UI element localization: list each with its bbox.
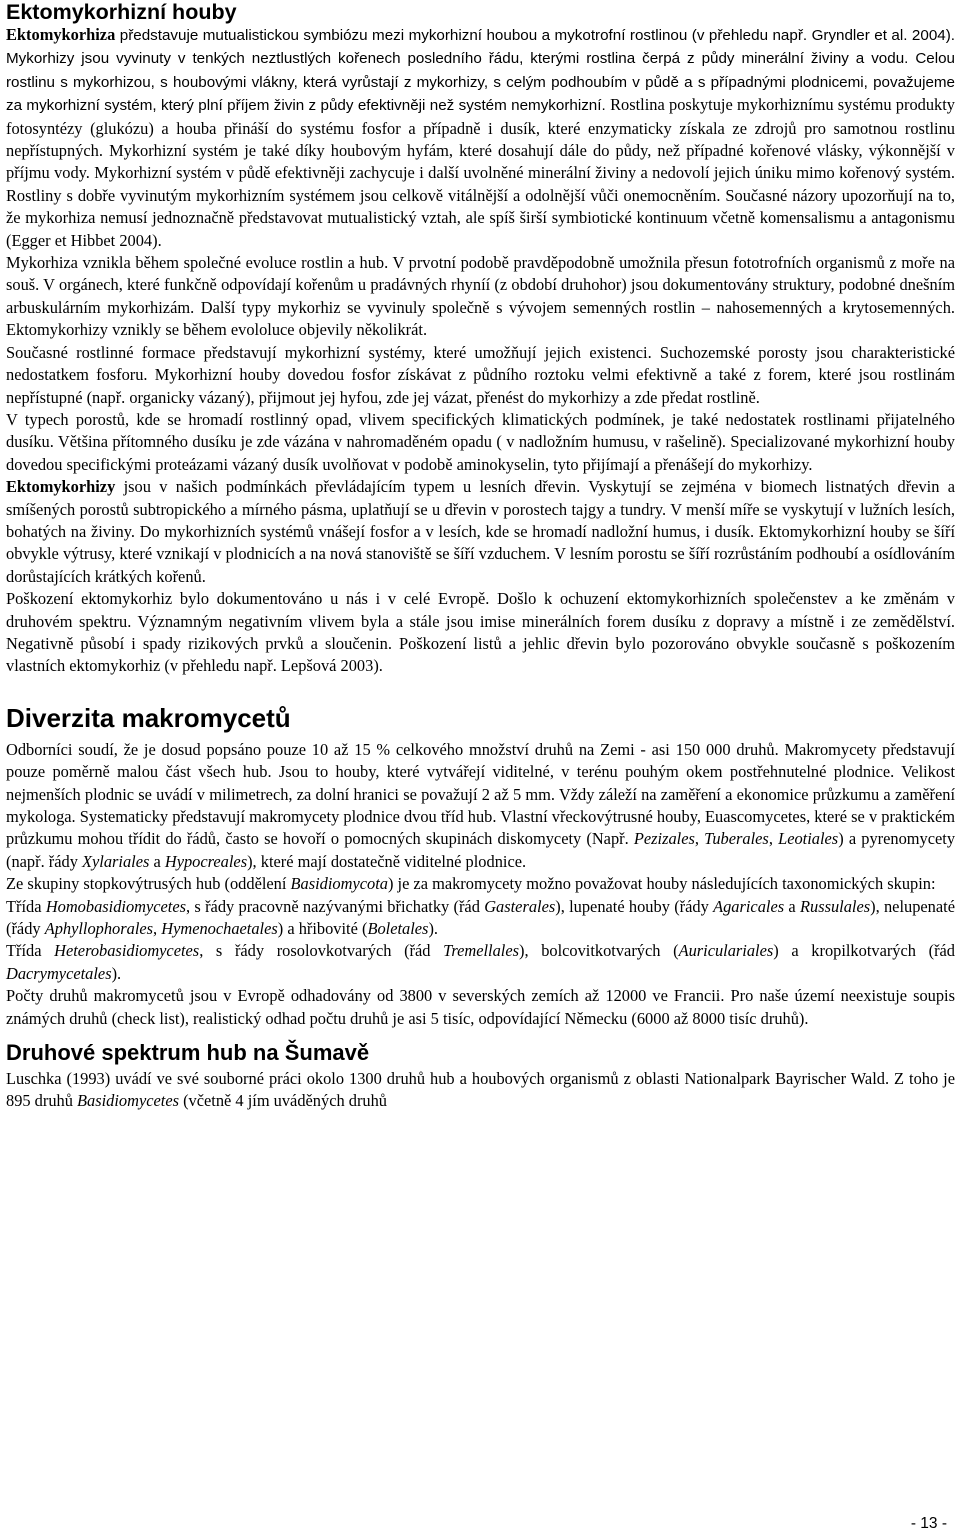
- paragraph-ektomykorhizy: [6, 476, 955, 588]
- paragraph-poskozeni: Poškození ektomykorhiz bylo dokumentováno u nás i v celé Evropě. Došlo k ochuzení ektomykorhizních společenstev a ke změnám v druhovém spektru. Významným negativním vlivem byla a stále jsou imise minerálních forem dusíku z dopravy a místně i ze zemědělství. Negativně působí i spady rizikových prvků a sloučenin. Poškození listů a jehlic dřevin bylo pozorováno obvykle současně s poškozením vlastních ektomykorhiz (v přehledu např. Lepšová 2003).: [6, 589, 955, 676]
- taxon-name: Pezizales: [633, 829, 695, 849]
- taxon-name: Basidiomycetes: [77, 1091, 179, 1111]
- paragraph-formace: Současné rostlinné formace představují mykorhizní systémy, které umožňují jejich existenci. Suchozemské porosty jsou charakteristické nedostatkem fosforu. Mykorhizní houby dovedou fosfor získávat z půdního roztoku velmi efektivně a také z forem, které jsou rostlinám nepřístupné (např. organicky vázaný), přijmout jej hyfou, zde jej vázat, přenést do mykorhizy a zde předat rostlině.: [6, 342, 955, 407]
- text-segment: představuje mutualistickou symbiózu mezi mykorhizní houbou a mykotrofní rostlinou (v přehledu např. Gryndler et al. 2004). Mykorhizy jsou vyvinuty v tenkých neztlustlých kořenech posledního řádu, kterými rostlina čerpá z půdy minerální živiny a vodu.: [6, 27, 955, 68]
- text-segment: , s řády pracovně nazývanými břichatky (řád: [186, 896, 485, 916]
- text-segment: Třída: [6, 896, 46, 916]
- text-segment: a: [784, 896, 800, 916]
- taxon-name: Tremellales: [443, 941, 519, 961]
- document-page: [6, 0, 955, 1113]
- section-heading-diverzita: Diverzita makromycetů: [6, 702, 291, 733]
- text-segment: Rostlina poskytuje mykorhiznímu systému produkty fotosyntézy (glukózu) a houba přináší do systému fosfor a případně i dusík, které enzymaticky získala ze zdrojů pro samotnou rostlinu nepřístupných. Mykorhizní systém je také díky houbovým hyfám, které dosahují dále do půdy, než případné kořenové vlásky, výkonnější v příjmu vody. Mykorhizní systém v půdě efektivněji zachycuje i další uvolněné minerální živiny a nedovolí jejich úniku mimo kořenový systém. Rostliny s dobře vyvinutým mykorhizním systémem jsou celkově vitálnější a odolnější vůči onemocněním. Současné názory upozorňují na to, že mykorhiza nemusí jednoznačně představovat mutualistický vztah, ale spíš širší symbiotické kontinuum včetně komensalismu a antagonismu (Egger et Hibbet 2004).: [6, 95, 955, 250]
- taxon-name: Auriculariales: [678, 941, 774, 961]
- text-segment: Celou rostlinu s mykorhizou, s houbovými vlákny, která vyrůstají z mykorhizy, s celým podhoubím v půdě a s případnými plodnicemi, považujeme za mykorhizní systém, který plní příjem živin z půdy efektivněji než systém nemykorhizní.: [6, 50, 955, 115]
- taxon-name: Russulales: [800, 896, 871, 916]
- bold-term: Ektomykorhiza: [6, 25, 116, 44]
- text-segment: ,: [694, 829, 705, 849]
- text-segment: ), nelupenaté (řády: [6, 896, 955, 939]
- text-segment: ), bolcovitkotvarých (: [519, 941, 679, 961]
- text-segment: ) a pyrenomycety (např. řády: [6, 829, 956, 871]
- text-segment: ) a hřibovité (: [277, 919, 368, 939]
- text-segment: ), lupenaté houby (řády: [555, 896, 714, 916]
- paragraph-diverzita-odbornici: [6, 739, 955, 873]
- section-heading-druhove-spektrum: Druhové spektrum hub na Šumavě: [6, 1040, 370, 1066]
- taxon-name: Gasterales: [484, 896, 556, 916]
- paragraph-basidiomycota: [6, 873, 955, 895]
- paragraph-homobasidiomycetes: [6, 896, 955, 941]
- taxon-name: Agaricales: [713, 896, 785, 916]
- taxon-name: Xylariales: [82, 851, 150, 871]
- paragraph-pocty-druhu: Počty druhů makromycetů jsou v Evropě odhadovány od 3800 v severských zemích až 12000 ve Francii. Pro naše území neexistuje soupis známých druhů (check list), realistický odhad počtu druhů je asi 5 tisíc, odpovídající Německu (6000 až 8000 tisíc druhů).: [6, 986, 955, 1028]
- bold-term: Ektomykorhizy: [6, 477, 116, 497]
- taxon-name: Aphyllophorales: [44, 919, 154, 939]
- taxon-name: Boletales: [367, 919, 429, 939]
- text-segment: Ze skupiny stopkovýtrusých hub (oddělení: [6, 874, 291, 894]
- page-number: - 13 -: [910, 1515, 947, 1532]
- text-segment: Třída: [6, 941, 55, 961]
- section-heading-ektomykorhizni-houby: Ektomykorhizní houby: [6, 0, 237, 24]
- paragraph-heterobasidiomycetes: [6, 940, 955, 985]
- text-segment: ) je za makromycety možno považovat houby následujících taxonomických skupin:: [387, 874, 936, 894]
- text-segment: ,: [153, 919, 162, 939]
- taxon-name: Leotiales: [778, 829, 839, 849]
- text-segment: ).: [111, 963, 122, 983]
- text-segment: jsou v našich podmínkách převládajícím typem u lesních dřevin. Vyskytují se zejména v biomech listnatých dřevin a smíšených porostů subtropického a mírného pásma, uplatňují se u dřevin v porostech tajgy a tundry. V menší míře se vyskytují v lužních lesích, bohatých na živiny. Do mykorhizních systémů vnášejí fosfor a v lesích, kde se hromadí nadložní humus, i dusík. Ektomykorhizní houby se šíří obvykle výtrusy, které vznikají v plodnicích a na nová stanoviště se šíří vzduchem. V lesním porostu se šíří rozrůstáním podhoubí a osídlováním dorůstajících krátkých kořenů.: [6, 477, 955, 586]
- paragraph-luschka: [6, 1068, 955, 1113]
- text-segment: Luschka (1993) uvádí ve své souborné práci okolo 1300 druhů hub a houbových organismů z oblasti Nationalpark Bayrischer Wald. Z toho je 895 druhů: [6, 1069, 955, 1111]
- taxon-name: Dacrymycetales: [6, 963, 112, 983]
- taxon-name: Hymenochaetales: [161, 919, 278, 939]
- text-segment: a: [149, 851, 165, 871]
- paragraph-ektomykorhiza-intro: [6, 24, 955, 252]
- text-segment: ), které mají dostatečně viditelné plodnice.: [247, 851, 527, 871]
- text-segment: (včetně 4 jím uváděných druhů: [179, 1091, 388, 1111]
- text-segment: ,: [768, 829, 779, 849]
- text-segment: , s řády rosolovkotvarých (řád: [199, 941, 444, 961]
- taxon-name: Basidiomycota: [290, 874, 388, 894]
- text-segment: ).: [428, 919, 438, 939]
- paragraph-dusik: V typech porostů, kde se hromadí rostlinný opad, vlivem specifických klimatických podmínek, je také nedostatek rostlinami přijatelného dusíku. Většina přítomného dusíku je zde vázána v nahromaděném opadu ( v nadložním humusu, v rašelině). Specializované mykorhizní houby dovedou specifickými proteázami vázaný dusík uvolňovat v podobě aminokyselin, tyto přijímají a přenášejí do mykorhizy.: [6, 409, 955, 474]
- taxon-name: Heterobasidiomycetes: [54, 941, 200, 961]
- text-segment: Odborníci soudí, že je dosud popsáno pouze 10 až 15 % celkového množství druhů na Zemi - asi 150 000 druhů. Makromycety představují pouze poměrně malou část všech hub. Jsou to houby, které vytvářejí viditelné, v terénu pouhým okem postřehnutelné plodnice. Velikost nejmenších plodnic se uvádí v milimetrech, za dolní hranici se považují 2 až 5 mm. Vždy záleží na zaměření a ekonomice průzkumu a zaměření mykologa. Systematicky představují makromycety plodnice dvou tříd hub. Vlastní vřeckovýtrusné houby, Euascomycetes, které se v praktickém průzkumu mohou třídit do řádů, často se hovoří o pomocných skupinách diskomycety (Např.: [6, 739, 955, 849]
- taxon-name: Homobasidiomycetes: [45, 896, 187, 916]
- paragraph-evoluce: Mykorhiza vznikla během společné evoluce rostlin a hub. V prvotní podobě pravděpodobně umožnila přesun fototrofních organismů z moře na souš. V orgánech, které funkčně odpovídají kořenům u pradávných rhyníí (z období druhohor) jsou dokumentovány struktury, podobné dnešním arbuskulárním mykorhizám. Další typy mykorhiz se vyvinuly společně s vývojem semenných rostlin – nahosemenných a krytosemenných. Ektomykorhizy vznikly se během evololuce objevily několikrát.: [6, 253, 955, 340]
- text-segment: ) a kropilkotvarých (řád: [773, 941, 956, 961]
- taxon-name: Hypocreales: [164, 851, 248, 871]
- taxon-name: Tuberales: [704, 829, 769, 849]
